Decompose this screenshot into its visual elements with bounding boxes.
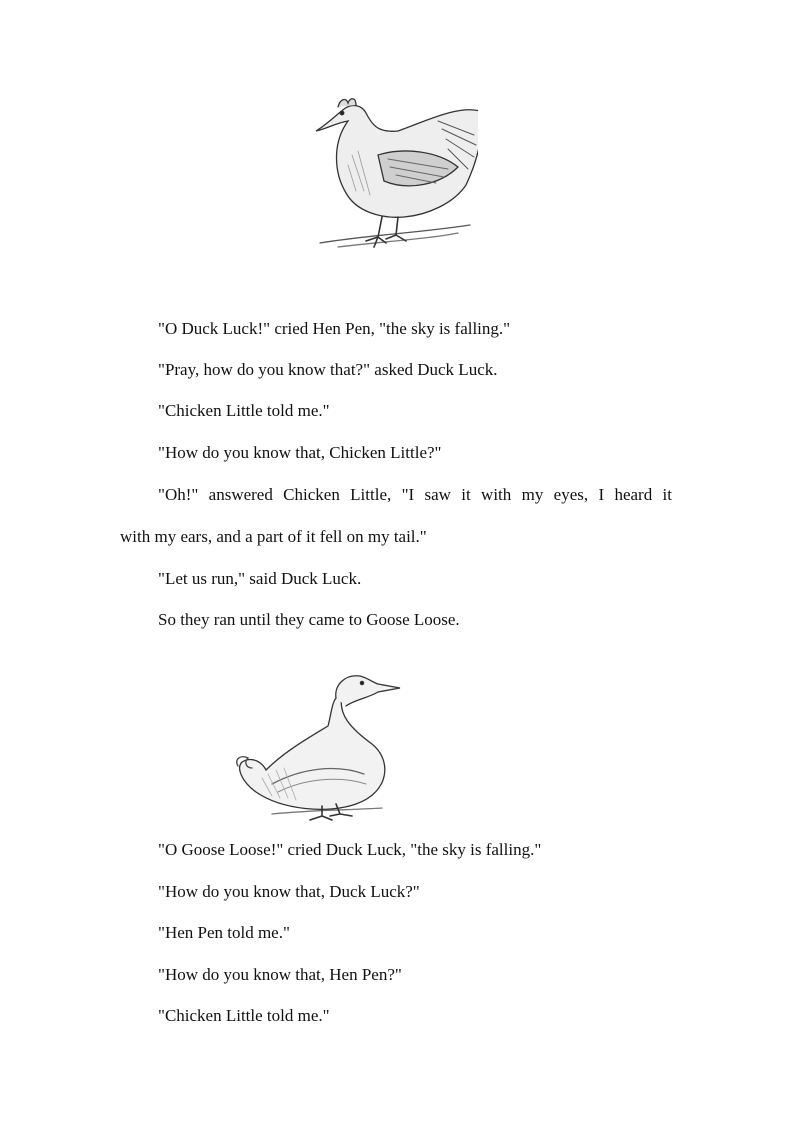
paragraph-5-line-2: with my ears, and a part of it fell on my tail.": [120, 527, 427, 546]
paragraph-3: "Chicken Little told me.": [158, 401, 330, 420]
paragraph-12: "Chicken Little told me.": [158, 1006, 330, 1025]
paragraph-11: "How do you know that, Hen Pen?": [158, 965, 402, 984]
paragraph-5-line-1: "Oh!" answered Chicken Little, "I saw it with my eyes, I heard it: [158, 485, 672, 504]
paragraph-2: "Pray, how do you know that?" asked Duck Luck.: [158, 360, 498, 379]
paragraph-8: "O Goose Loose!" cried Duck Luck, "the sky is falling.": [158, 840, 542, 859]
paragraph-4: "How do you know that, Chicken Little?": [158, 443, 442, 462]
hen-illustration: [308, 95, 478, 260]
paragraph-9: "How do you know that, Duck Luck?": [158, 882, 420, 901]
duck-illustration: [232, 664, 404, 824]
paragraph-6: "Let us run," said Duck Luck.: [158, 569, 362, 588]
paragraph-1: "O Duck Luck!" cried Hen Pen, "the sky is falling.": [158, 319, 511, 338]
paragraph-10: "Hen Pen told me.": [158, 923, 290, 942]
paragraph-7: So they ran until they came to Goose Loose.: [158, 610, 460, 629]
